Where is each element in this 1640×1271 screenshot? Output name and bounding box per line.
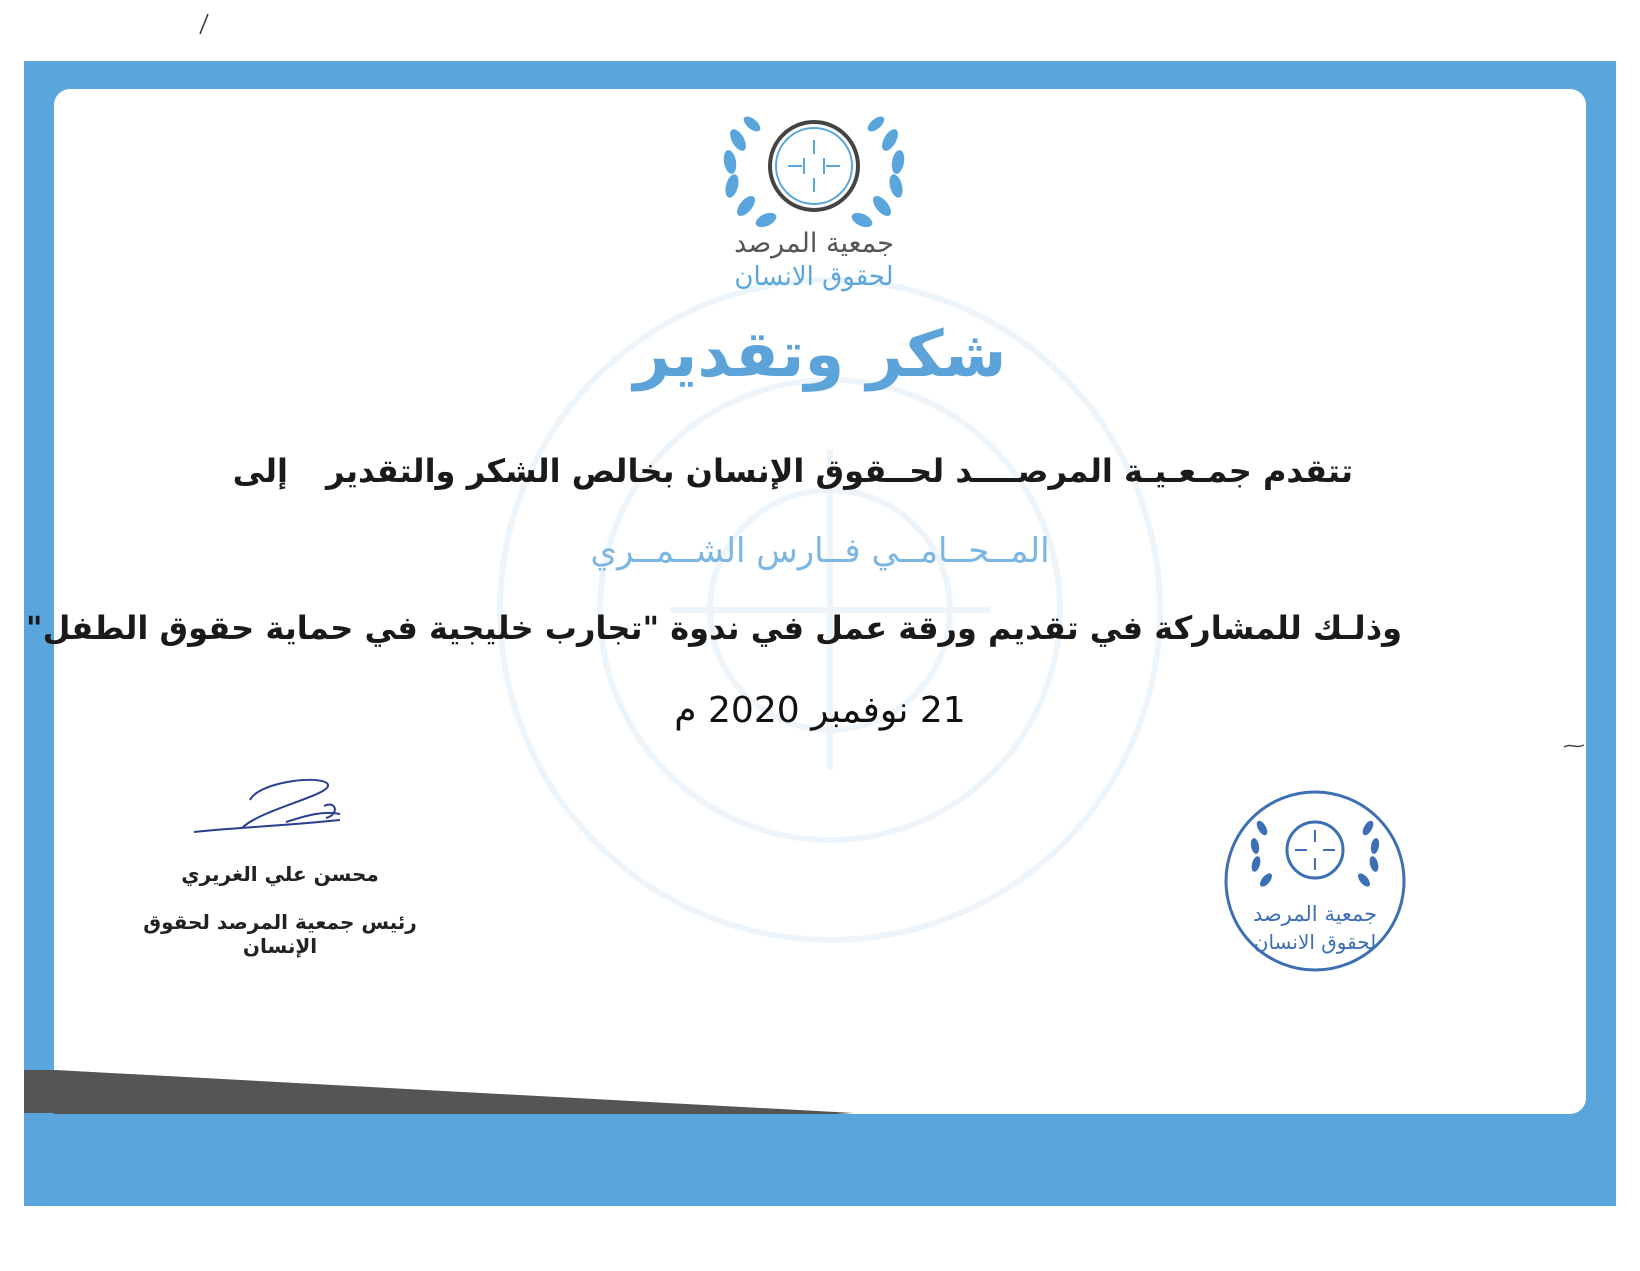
intro-text: تتقدم جمـعـيـة المرصــــد لحــقوق الإنسان بخالص الشكر والتقدير bbox=[326, 452, 1353, 490]
laurel-target-icon bbox=[716, 110, 912, 228]
handwritten-signature bbox=[190, 770, 370, 845]
seal-text-subtitle: لحقوق الانسان bbox=[1253, 930, 1377, 954]
signatory-name: محسن علي الغريري bbox=[181, 862, 379, 886]
scan-mark bbox=[1562, 742, 1586, 750]
logo-text-subtitle: لحقوق الانسان bbox=[734, 262, 894, 292]
certificate-title: شكر وتقدير bbox=[633, 318, 1007, 392]
logo-text-name: جمعية المرصد bbox=[734, 228, 894, 259]
seal-text-name: جمعية المرصد bbox=[1252, 902, 1378, 926]
signatory-title: رئيس جمعية المرصد لحقوق الإنسان bbox=[143, 910, 417, 958]
recipient-name: المــحــامــي فــارس الشــمــري bbox=[590, 531, 1050, 571]
organization-seal-stamp bbox=[1222, 788, 1408, 974]
certificate-date: 21 نوفمبر 2020 م bbox=[674, 690, 966, 731]
intro-text-end: إلى bbox=[232, 452, 288, 490]
scan-mark bbox=[198, 12, 210, 36]
organization-logo bbox=[716, 110, 912, 302]
reason-text: وذلـك للمشاركة في تقديم ورقة عمل في ندوة "تجارب خليجية في حماية حقوق الطفل" bbox=[25, 609, 1402, 647]
